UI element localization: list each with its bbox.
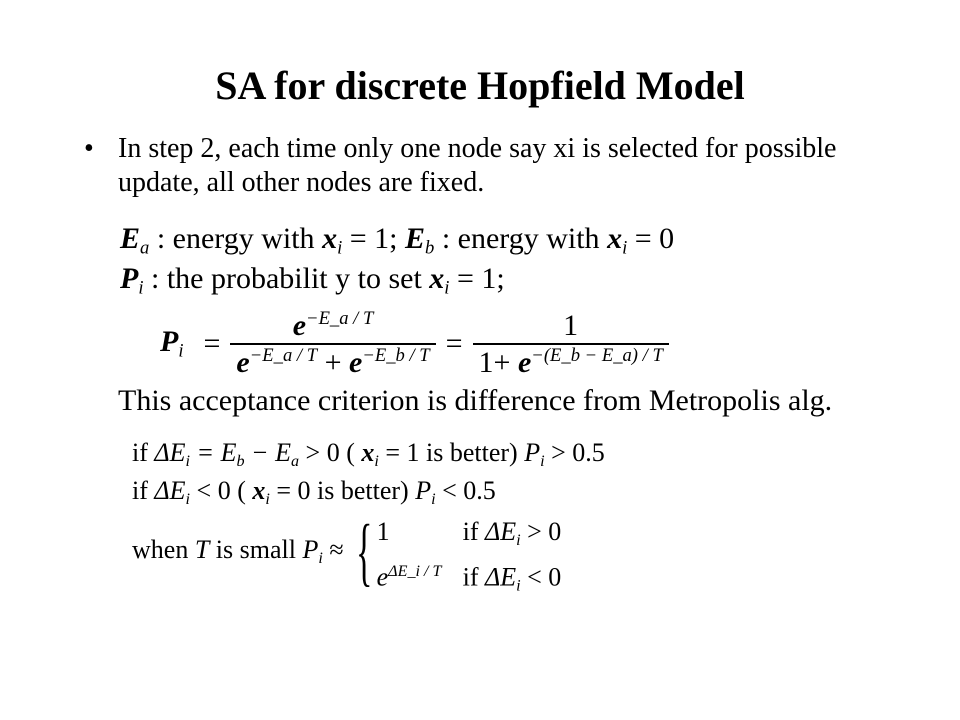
math-p: P [524,438,541,467]
math-text: if [462,517,485,546]
math-text: when [132,534,195,564]
slide-title: SA for discrete Hopfield Model [215,63,745,108]
math-text: > 0.5 [544,438,605,467]
math-equals: = [445,327,463,361]
math-case-value [377,552,463,598]
math-text: = 1 is better) [378,438,525,467]
math-eb-sub: b [425,237,435,259]
math-x-sub: i [444,277,450,299]
math-x: x [607,222,623,255]
math-text: = 0 is better) [269,476,416,505]
math-line-probability-definition [120,262,505,300]
fraction-1-denominator [230,343,435,380]
fraction-1-numerator [230,308,435,343]
math-exponent: −E_a / T [249,345,318,367]
math-x: x [361,438,375,467]
math-text: = 1; [449,262,505,295]
math-e: e [292,309,307,343]
math-text: = 0 [627,222,675,255]
math-text: if [132,476,155,505]
math-condition-2 [132,476,496,509]
math-ea: E [120,222,141,255]
math-p-sub: i [138,277,144,299]
math-line-energy-definitions [120,222,674,260]
math-text: : energy with [434,222,608,255]
math-sub: i [185,490,191,508]
math-sub: i [318,549,323,567]
math-exponent: ΔE_i / T [388,563,442,580]
math-delta: ΔE [154,438,186,467]
math-eb: E [405,222,426,255]
math-sub: i [185,452,191,470]
math-e: e [376,562,389,592]
math-sub: b [236,452,245,470]
bullet-text: In step 2, each time only one node say xi is selected for possible update, all other nodes are fixed. [118,133,837,198]
math-p: P [302,534,319,564]
math-delta: ΔE [485,517,517,546]
math-e: e [517,345,532,379]
math-case-value: 1 [376,517,390,546]
math-text: < 0 ( [190,476,253,505]
math-x: x [322,222,338,255]
math-equals: = [203,327,221,361]
math-p: P [160,325,179,359]
fraction-2 [473,309,669,380]
math-text: if [462,562,485,592]
math-probability-formula [160,308,669,378]
math-text: is small [209,534,303,564]
math-case-2 [376,552,562,595]
math-text: : energy with [149,222,323,255]
math-text: if [132,438,155,467]
math-x: x [429,262,445,295]
math-criterion-text: This acceptance criterion is difference from Metropolis alg. [118,384,833,417]
math-sub: a [290,452,300,470]
math-approx: ≈ [322,534,351,564]
math-x-sub: i [622,237,628,259]
math-plus: + [317,346,349,380]
math-condition-1 [132,438,605,471]
math-cases [376,512,562,595]
math-brace: { [356,510,373,594]
math-exponent: −E_b / T [362,345,430,367]
fraction-1 [230,308,435,380]
math-text: > 0 ( [299,438,362,467]
math-sub: i [431,490,436,508]
math-text: = 1; [342,222,405,255]
math-p: P [415,476,432,505]
math-text: < 0 [520,562,562,592]
math-piecewise [132,510,562,595]
math-sub: i [516,577,521,595]
fraction-2-numerator: 1 [563,308,579,342]
math-x: x [252,476,266,505]
math-text: = E [190,438,237,467]
math-text: > 0 [520,517,562,546]
math-case-1 [377,512,562,552]
math-text: − E [244,438,291,467]
math-delta: ΔE [485,562,517,592]
math-x-sub: i [337,237,343,259]
math-sub: i [265,490,270,508]
fraction-2-denominator [473,343,669,380]
math-exponent: −E_a / T [306,308,374,329]
math-p-sub: i [178,340,184,362]
math-exponent: −(E_b − E_a) / T [531,344,663,366]
formula-lhs [160,325,194,363]
math-sub: i [374,452,379,470]
math-sub: i [516,531,521,549]
math-sub: i [540,452,545,470]
math-p: P [120,262,139,295]
math-text: < 0.5 [435,476,496,505]
math-delta: ΔE [154,476,186,505]
math-t: T [194,534,210,564]
math-ea-sub: a [140,237,150,259]
math-e: e [348,346,363,380]
math-e: e [236,346,250,380]
bullet-marker: • [84,133,94,164]
math-text: : the probabilit y to set [143,262,430,295]
math-text: 1+ [478,345,518,379]
